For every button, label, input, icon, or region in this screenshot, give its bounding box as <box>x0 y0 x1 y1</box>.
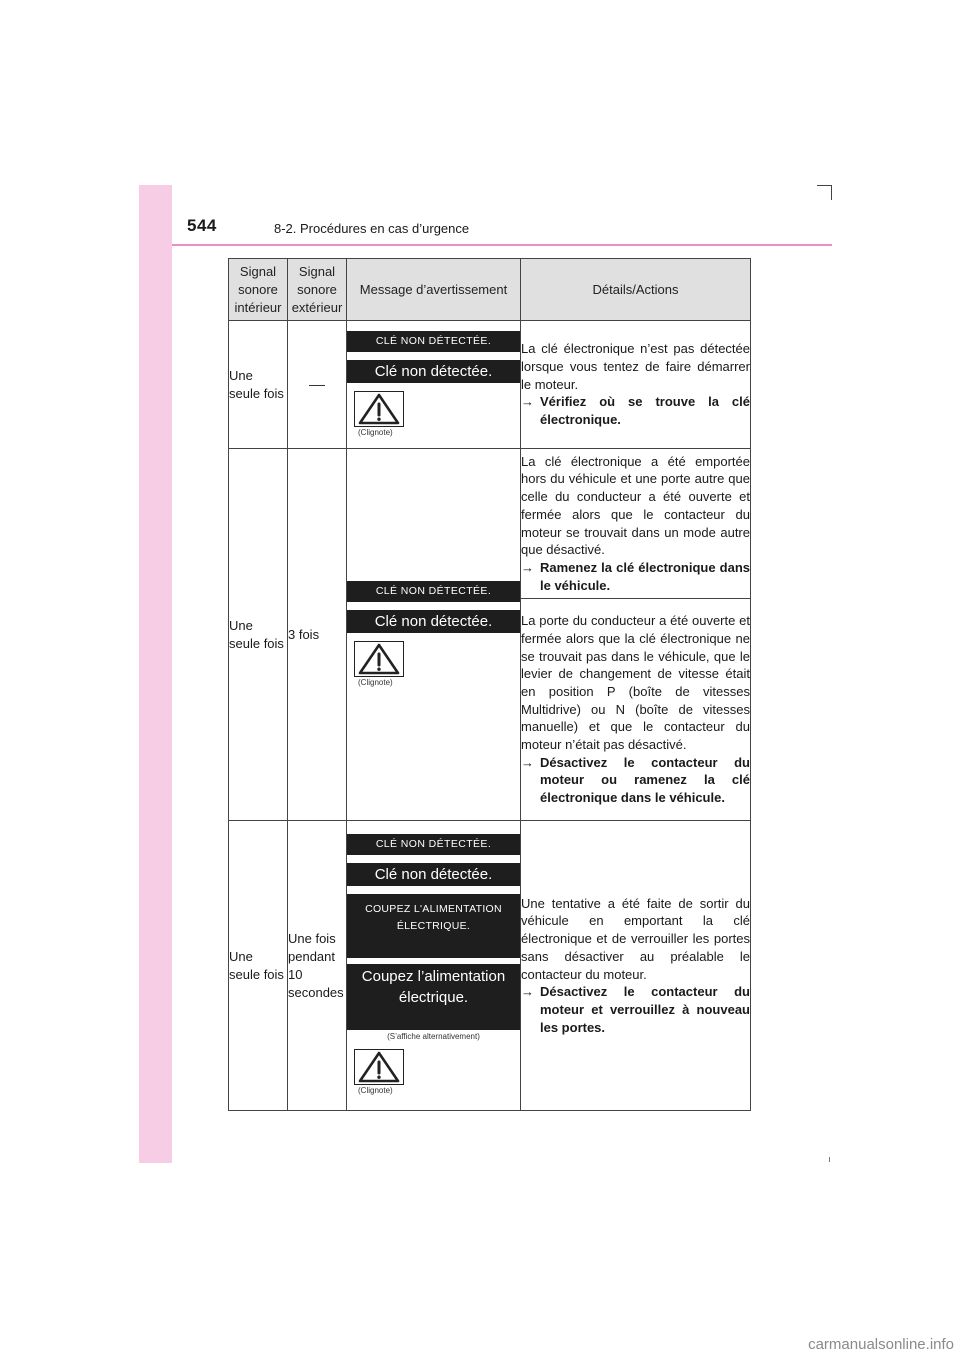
details-text: La clé électronique n’est pas détectée lorsque vous tentez de faire démarrer le moteur. <box>521 341 750 392</box>
section-title: 8-2. Procédures en cas d’urgence <box>274 221 470 236</box>
watermark: carmanualsonline.info <box>808 1336 954 1353</box>
display-message-key-not-detected: Clé non détectée. <box>347 610 520 633</box>
alternate-display-note: (S’affiche alternativement) <box>387 1032 480 1041</box>
display-message-power-off: Coupez l’alimentation électrique. <box>347 964 520 1030</box>
internal-signal-cell: Une seule fois <box>229 449 288 821</box>
details-text: La clé électronique a été emportée hors du véhicule et une porte autre que celle du conducteur a été ouverte et fermée alors que le contacteur du moteur se trouvait dans un mode autre que désactivé. <box>521 453 750 558</box>
crop-mark <box>817 185 832 186</box>
details-cell <box>521 821 751 1111</box>
details-cell <box>521 599 751 821</box>
warning-table <box>228 258 751 1111</box>
action-item: → Désactivez le contacteur du moteur et verrouillez à nouveau les portes. <box>521 984 750 1035</box>
warning-triangle-icon <box>354 641 404 677</box>
table-row <box>229 449 751 599</box>
table-row <box>229 821 751 1111</box>
display-message-key-not-detected-caps: CLÉ NON DÉTECTÉE. <box>347 581 520 602</box>
warning-triangle-icon <box>354 391 404 427</box>
details-text: Une tentative a été faite de sortir du véhicule en emportant la clé électronique et de verrouiller les portes sans désactiver au préalable le contacteur du moteur. <box>521 895 750 982</box>
warning-message-cell <box>347 321 521 449</box>
blink-note: (Clignote) <box>358 427 393 437</box>
blink-note: (Clignote) <box>358 677 393 687</box>
display-message-key-not-detected-caps: CLÉ NON DÉTECTÉE. <box>347 331 520 352</box>
header-warning-message: Message d’avertissement <box>347 259 521 321</box>
header-internal-signal: Signal sonore intérieur <box>229 259 288 321</box>
display-message-key-not-detected-caps: CLÉ NON DÉTECTÉE. <box>347 834 520 855</box>
warning-message-cell <box>347 449 521 821</box>
header-details-actions: Détails/Actions <box>521 259 751 321</box>
no-signal-dash <box>309 385 325 386</box>
display-message-power-off-caps: COUPEZ L'ALIMENTATION ÉLECTRIQUE. <box>347 894 520 958</box>
action-item: → Désactivez le contacteur du moteur ou ramenez la clé électronique dans le véhicule. <box>521 754 750 806</box>
internal-signal-cell: Une seule fois <box>229 821 288 1111</box>
external-signal-cell: 3 fois <box>288 449 347 821</box>
warning-message-cell <box>347 821 521 1111</box>
header-external-signal: Signal sonore extérieur <box>288 259 347 321</box>
blink-note: (Clignote) <box>358 1086 393 1095</box>
external-signal-cell: Une fois pendant 10 secondes <box>288 821 347 1111</box>
page-number: 544 <box>187 216 217 235</box>
display-message-key-not-detected: Clé non détectée. <box>347 863 520 886</box>
external-signal-cell <box>288 321 347 449</box>
details-cell <box>521 321 751 449</box>
table-row <box>229 321 751 449</box>
crop-mark <box>829 1157 830 1162</box>
header-rule <box>172 244 832 246</box>
details-text: La porte du conducteur a été ouverte et fermée alors que la clé électronique ne se trouvait pas dans le véhicule, que le levier de changement de vitesse était en position P (boîte de vitesses Multidrive) ou N (boîte de vitesses manuelle) et que le contacteur du moteur n’était pas désactivé. <box>521 613 750 753</box>
action-item: → Ramenez la clé électronique dans le véhicule. <box>521 559 750 593</box>
display-message-key-not-detected: Clé non détectée. <box>347 360 520 383</box>
side-tab-strip <box>139 185 172 1163</box>
warning-triangle-icon <box>354 1049 404 1085</box>
internal-signal-cell: Une seule fois <box>229 321 288 449</box>
action-item: → Vérifiez où se trouve la clé électronique. <box>521 394 750 428</box>
details-cell <box>521 449 751 599</box>
table-header-row <box>229 259 751 321</box>
crop-mark <box>831 185 832 200</box>
